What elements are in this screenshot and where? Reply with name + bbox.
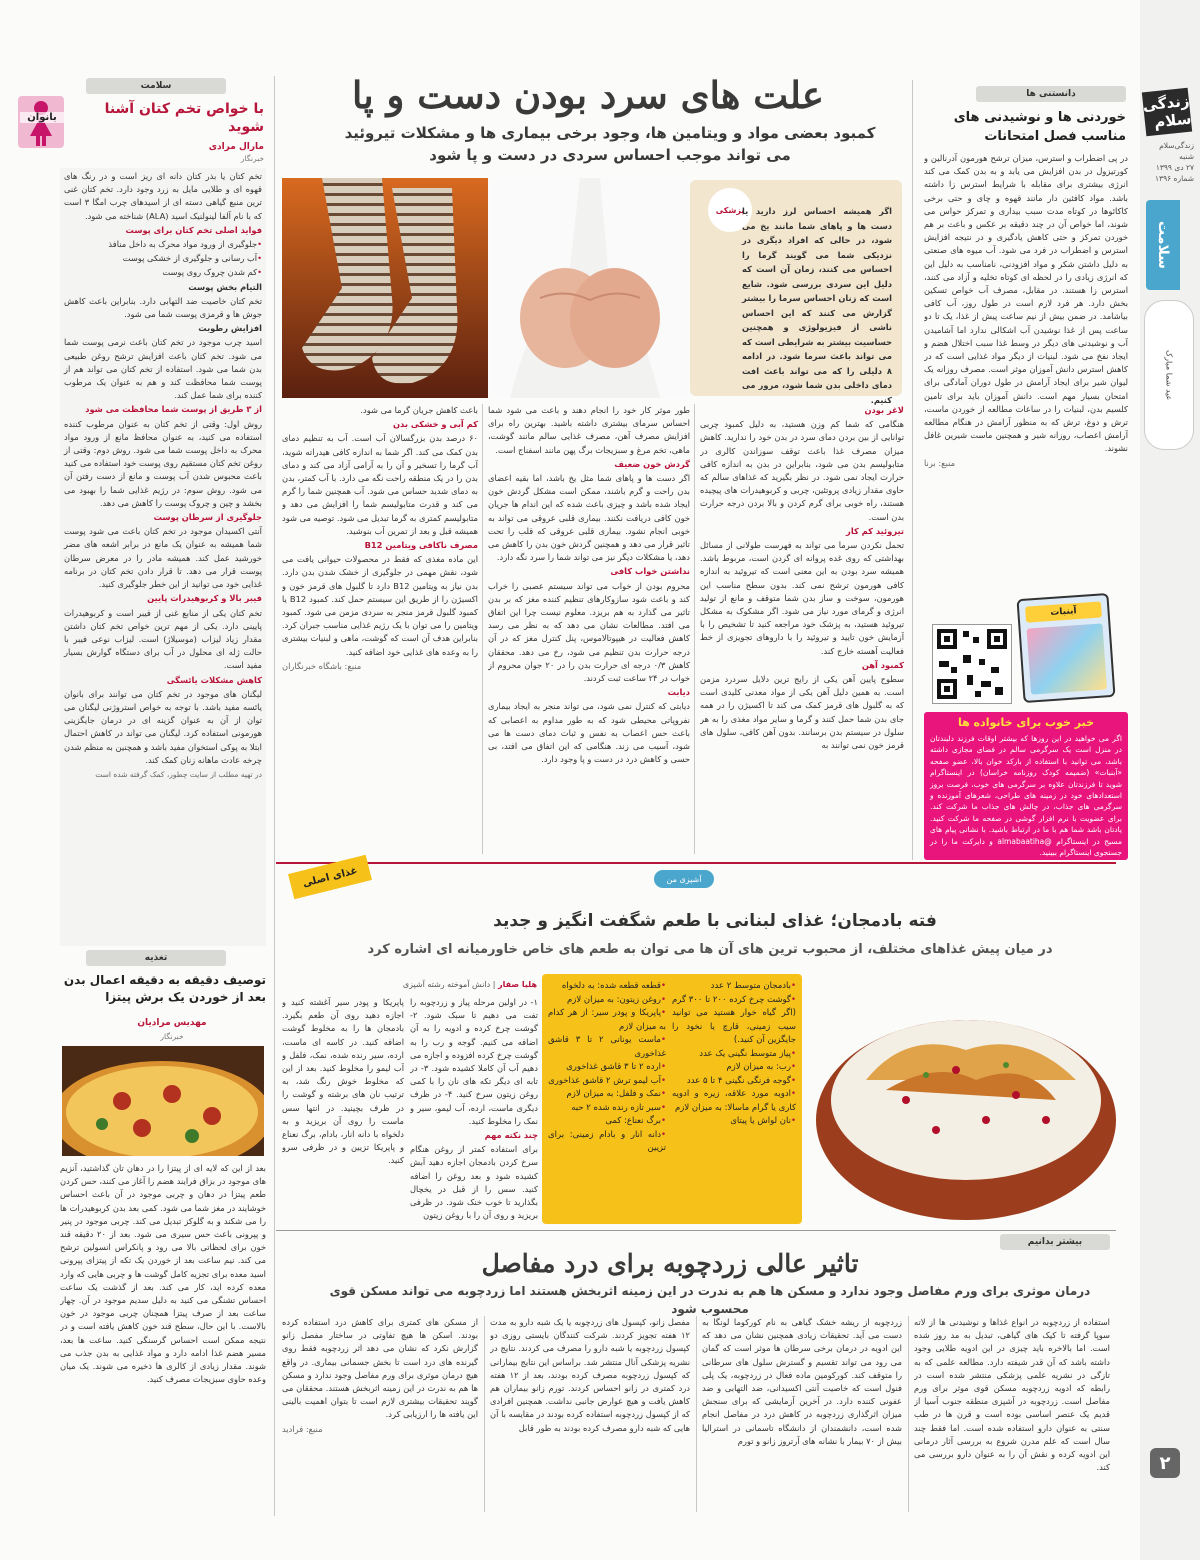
article-source: منبع: فرادید xyxy=(282,1423,323,1434)
paragraph: سطوح پایین آهن یکی از رایج ترین دلایل سردرد مزمن است. به همین دلیل آهن یکی از مواد معدنی کلیدی است که به گلبول های قرمز کمک می کند تا اکسیژن را در همه جای بدن شما حمل کنند و گرما و سایر مواد مغذی را به هر سلول در سیستم بدن برسانند. بدون آهن کافی، سلول های قرمز خون نمی توانند به xyxy=(700,674,904,751)
paragraph: باعث کاهش جریان گرما می شود. xyxy=(360,405,478,415)
article-column xyxy=(488,404,690,856)
list-item: • آب رسانی و جلوگیری از خشکی پوست xyxy=(64,252,262,265)
recipe-byline: هلیا صفار | دانش آموخته رشته آشپزی xyxy=(402,980,537,989)
author-role: خبرنگار xyxy=(160,1032,184,1041)
paragraph: این ماده مغذی که فقط در محصولات حیوانی یافت می شود، نقش مهمی در جلوگیری از خشک شدن بدن دارد. بدن نیاز به ویتامین B12 دارد تا گلبول های قرمز خون و اکسیژن را از طریق این سیستم حمل کند. کمبود B12 یا کمبود گلبول قرمز منجر به سردی مزمن می شود. کمبود ویتامین را می توان با یک رژیم غذایی مناسب جبران کرد. بنابراین هدف آن است که گوشت، ماهی و لبنیات بیشتری را به وعده های غذایی خود اضافه کنید. xyxy=(282,554,478,657)
article-column xyxy=(490,1316,690,1512)
ingredient-item: • پاپریکا و پودر سیر: از هر کدام به میزان لازم xyxy=(548,1007,666,1034)
article-subtitle: درمان موثری برای ورم مفاصل وجود ندارد و مسکن ها هم به ندرت در این زمینه اثربخش هستند اما زردچوبه می تواند مسکن قوی محسوب شود xyxy=(329,1284,1091,1316)
paragraph: ۱- در اولین مرحله پیاز و زردچوبه را تفت می دهیم تا سبک شود. ۲- گوشت چرخ کرده و ادویه را به آن اضافه می کنیم. گوجه و رب را به گوشت چرخ کرده افزوده و اجازه می دهیم آب آن کاملا کشیده شود. ۳- در تابه ای دیگر تکه های نان را با کمی روغن زیتون سرخ کنید. ۴- در ظرف دیگری ماست، ارده، آب لیمو، سیر و نمک را مخلوط کنید. xyxy=(410,997,538,1126)
paragraph: اگر دست ها و پاهای شما مثل یخ باشد، اما بقیه اعضای بدن راحت و گرم باشند، ممکن است مشکل گردش خون ایجاد شده باشد و چیزی باعث شده که این اندام ها جریان خون کافی دریافت نکنند. بیماری قلبی عروقی می تواند به خوبی انجام نشود. بیماری قلبی عروقی که قلب را تحت تاثیر قرار می دهد و همچنین گردش خون بدن را کاهش می دهد، یا مشکلات دیگر نیز می تواند شما را سرد نگه دارد. xyxy=(488,473,690,563)
ingredient-item: • گوجه فرنگی نگینی ۴ تا ۵ عدد xyxy=(672,1075,796,1089)
author-role: خبرنگار xyxy=(240,154,264,163)
author-name: هلیا صفار xyxy=(498,980,537,989)
logo-text: زندگی سلام xyxy=(1141,91,1193,132)
author-role: دانش آموخته رشته آشپزی xyxy=(402,980,491,989)
ingredient-item: • سیر تازه رنده شده ۲ حبه xyxy=(548,1102,666,1116)
section-tab: سلامت xyxy=(1146,200,1180,290)
ingredients-list xyxy=(548,980,666,1218)
section-heading: دیابت xyxy=(667,687,690,698)
promo-title: خبر خوب برای خانواده ها xyxy=(957,716,1095,729)
list-item: • جلوگیری از ورود مواد محرک به داخل منافذ xyxy=(64,238,262,251)
promo-box xyxy=(924,712,1128,860)
paragraph: تخم کتان یکی از منابع غنی از فیبر است و کربوهیدرات پایینی دارد. یکی از مهم ترین خواص تخم کتان داشتن مقدار زیاد لیزاب (موسیلاژ) است. لیزاب نوعی فیبر با حالت ژله ای محلول در آب برای دستگاه گوارش بسیار مفید است. xyxy=(64,607,262,671)
socks-photo xyxy=(282,178,488,398)
meta-line: زندگی‌سلام xyxy=(1159,141,1194,150)
section-heading: افزایش رطوبت xyxy=(198,323,262,334)
ingredients-list xyxy=(672,980,796,1218)
paragraph: از مسکن های کمتری برای کاهش درد استفاده کرده بودند. اسکن ها هیچ تفاوتی در ساختار مفصل زانو گزارش نکرد که نشان می دهد اثر زردچوبه فقط روی گیرنده های درد است تا بخش جسمانی بیماری. در واقع هیچ درمان موثری برای ورم مفاصل وجود ندارد و مسکن ها هم به ندرت در این زمینه اثربخش هستند. محققان می گویند تحقیقات بیشتری لازم است تا بتوان اهمیت بالینی این یافته ها را ارزیابی کرد. xyxy=(282,1317,478,1420)
ingredient-item: • قطعه قطعه شده: به دلخواه xyxy=(548,980,666,994)
article-title: با خواص تخم کتان آشنا شوید xyxy=(104,101,264,135)
article-body xyxy=(924,152,1128,564)
paragraph: زردچوبه از ریشه خشک گیاهی به نام کورکوما لونگا به دست می آید. تحقیقات زیادی همچنین نشان می دهد که این ادویه در درمان برخی سرطان ها موثر است که گمان می رود می تواند تقسیم و گسترش سلول های سرطانی را متوقف کند. کورکومین ماده فعال در زردچوبه، یک پلی فنول است که خاصیت آنتی اکسیدانی، ضد التهابی و ضد عفونی کننده دارد. در آخرین آزمایشی که برای سنجش میزان اثرگذاری زردچوبه در کاهش درد در مفاصل انجام شده است، دانشمندان از دانشگاه تاسمانی در استرالیا بیش از ۷۰ بیمار با نشانه های آرتروز زانو و تورم xyxy=(702,1317,902,1446)
mask-image xyxy=(1144,300,1194,450)
article-title: توصیف دقیقه به دقیقه اعمال بدن بعد از خوردن یک برش پیتزا xyxy=(63,973,266,1004)
article-column xyxy=(700,404,904,856)
ingredient-item: • گوشت چرخ کرده ۲۰۰ تا ۳۰۰ گرم (اگر گیاه خوار هستید می توانید سیب زمینی، قارچ یا نخود را جایگزین آن کنید.) xyxy=(672,994,796,1048)
section-heading: کمبود آهن xyxy=(861,659,904,670)
section-heading: التیام بخش پوست xyxy=(188,281,262,292)
recipe-steps xyxy=(410,996,538,1220)
ingredients-box xyxy=(542,974,802,1224)
recipe-subtitle: در میان پیش غذاهای مختلف، از محبوب ترین های آن ها می توان به طعم های خاص خاورمیانه ای اشاره کرد xyxy=(367,942,1053,957)
phone-app-image xyxy=(1016,593,1115,703)
fatteh-photo xyxy=(806,970,1116,1228)
callout-text: اگر همیشه احساس لرز دارید یا دست ها و پاهای شما مانند یخ می شود، در حالی که افراد دیگری در نزدیکی شما می گویند گرما را احساس می کنند، زمان آن است که دلیل این سردی بررسی شود. شایع است که زنان احساس سرما را بیشتر گزارش می کنند که این احساس ناشی از فیزیولوژی و همچنین حساسیت بیشتر به شرایطی است که می تواند باعث سرما شود. در ادامه ۸ دلیلی را که می تواند باعث افت دمای داخلی بدن شما شود، مرور می کنیم. xyxy=(742,206,892,405)
section-label: بیشتر بدانیم xyxy=(1000,1234,1110,1250)
section-heading: از ۳ طریق از پوست شما محافظت می شود xyxy=(85,404,262,415)
subhead-line: می تواند موجب احساس سردی در دست و پا شود xyxy=(429,146,791,164)
article-headline: تاثیر عالی زردچوبه برای درد مفاصل xyxy=(481,1249,859,1278)
main-subhead xyxy=(320,122,900,166)
page-number: ۲ xyxy=(1150,1448,1180,1478)
article-column xyxy=(282,404,478,856)
section-label: سلامت xyxy=(86,78,226,94)
article-body xyxy=(60,168,266,946)
ingredient-item: • رب: به میزان لازم xyxy=(672,1061,796,1075)
recipe-steps xyxy=(282,996,404,1220)
article-body xyxy=(60,1162,266,1512)
article-source: منبع: باشگاه خبرنگاران xyxy=(282,660,362,671)
promo-text: اگر می خواهید در این روزها که بیشتر اوقات فرزند دلبندتان در منزل است یک سرگرمی سالم در فضای مجازی داشته باشد، می توانید با استفاده از بارکد خوان بالا، عضو صفحه «آبنبات» (ضمیمه کودک روزنامه خراسان) در اینستاگرام شوید تا فرزندتان علاوه بر سرگرمی های خوب، فرصت بروز استعدادهای خود در زمینه های طراحی، شعرهای آموزنده و سرگرمی های جذاب، در چالش های جذاب ما شرکت کند. برای عضویت با نرم افزار گوشی در صفحه ما شرکت کنید. یادتان باشد شما هم با ما در ارتباط باشید. با نشانی پیام های مسیج در اینستاگرام @almabaatiha و دایرکت ما را در جستجوی اینستاگرام ببینید. xyxy=(930,734,1122,858)
ingredient-item: • نان لواش یا پیتای xyxy=(672,1115,796,1129)
paragraph: مفصل زانو، کپسول های زردچوبه یا یک شبه دارو به مدت ۱۲ هفته تجویز کردند. شرکت کنندگان بایستی روزی دو کپسول زردچوبه یا شبه دارو را مصرف می کردند. نتایج در نشریه پزشکی آنال منتشر شد. براساس این نتایج بیمارانی که کپسول زردچوبه مصرف کرده بودند، بعد از ۱۲ هفته درد کمتری در زانو احساس کردند. تورم زانو بیماران هم کاهش یافت و هیچ عوارض جانبی نداشت. همچنین افرادی که از کپسول زردچوبه استفاده کرده بودند در مقایسه با آن هایی که شبه دارو مصرف کرده بودند به طور قابل xyxy=(490,1317,690,1433)
meta-line: شنبه xyxy=(1179,152,1194,161)
article-column xyxy=(282,1316,478,1512)
category-badge: پزشکی xyxy=(708,188,752,232)
mask-text: عید شما مبارک xyxy=(1164,349,1174,401)
section-heading: فیبر بالا و کربوهیدرات پایین xyxy=(147,593,262,604)
section-heading: فواید اصلی تخم کتان برای پوست xyxy=(125,224,262,235)
section-heading: تیروئید کم کار xyxy=(846,525,904,536)
ingredient-item: • پیاز متوسط نگینی یک عدد xyxy=(672,1048,796,1062)
paragraph: اسید چرب موجود در تخم کتان باعث نرمی پوست شما می شود. تخم کتان باعث افزایش ترشح روغن طبیعی بدن شما می شود. استفاده از تخم کتان می تواند هم از پوست شما محافظت کند و هم به عنوان یک مرطوب کننده برای شما عمل کند. xyxy=(64,337,262,401)
paragraph: لیگنان های موجود در تخم کتان می توانند برای بانوان یائسه مفید باشد. با توجه به خواص استروژنی لیگنان می توان از آن به عنوان گزینه ای در درمان جایگزینی هورمونی استفاده کرد. لیگنان می تواند در کاهش احتمال ابتلا به پوکی استخوان مفید باشد و همچنین به منظم شدن چرخه عادت ماهانه زنان کمک کند. xyxy=(64,688,262,765)
section-heading: مصرف ناکافی ویتامین B12 xyxy=(364,540,478,551)
article-title: خوردنی ها و نوشیدنی های مناسب فصل امتحانات xyxy=(953,110,1126,144)
qr-code-icon xyxy=(932,624,1012,704)
paragraph: هنگامی که شما کم وزن هستید، به دلیل کمبود چربی توانایی از بین بردن دمای سرد در بدن خود را ندارید. کاهش میزان مصرف غذا باعث توقف سوزاندن کالری در متابولیسم بدن می شود، بنابراین در بدن به اندازه کافی حرارت ایجاد نمی شود. در نظر بگیرید که غذاهای سالم که حاوی مقدار زیادی پروتئین، چربی و کربوهیدرات های پیچیده هستند، راه خوبی برای گرم کردن و بالا بردن درجه حرارت بدن است. xyxy=(700,419,904,522)
article-source: در تهیه مطلب از سایت چطور، کمک گرفته شده است xyxy=(95,769,262,779)
women-label: بانوان xyxy=(20,112,64,123)
section-label: تغذیه xyxy=(86,950,226,966)
main-headline: علت های سرد بودن دست و پا xyxy=(352,73,824,117)
ingredient-item: • ادویه مورد علاقه، زیره و ادویه کاری یا گرام ماسالا: به میزان لازم xyxy=(672,1088,796,1115)
promo-graphic xyxy=(928,596,1118,706)
hands-photo xyxy=(490,178,688,398)
subhead-line: کمبود بعضی مواد و ویتامین ها، وجود برخی بیماری ها و مشکلات تیروئید xyxy=(344,124,876,142)
ingredient-item: • روغن زیتون: به میزان لازم xyxy=(548,994,666,1008)
paragraph: طور موثر کار خود را انجام دهند و باعث می شود شما احساس سرمای بیشتری داشته باشید. بهترین راه برای افزایش مصرف آهن، مصرف غذایی سالم مانند گوشت، ماهی، تخم مرغ و سبزیجات برگ پهن مانند اسفناج است. xyxy=(488,405,690,455)
ingredient-item: • بادمجان متوسط ۲ عدد xyxy=(672,980,796,994)
author-name: مهدیس مرادیان xyxy=(137,1018,207,1028)
paragraph: استفاده از زردچوبه در انواع غذاها و نوشیدنی ها از لاته سوپا گرفته تا کیک های گیاهی، تبدیل به مد روز شده است. اما بالاخره باید چیزی در این ادویه طلایی وجود داشته باشد که آن قدر شیفته دارد. مطالعه علمی که به تازگی در نشریه علمی پزشکی منتشر شده است در رابطه که ادویه زردچوبه مسکن قوی موثر برای ورم مفاصل است. زردچوبه در آشپزی منطقه جنوب آسیا از قدیم یک عنصر اساسی بوده است و قرن ها در طب سنتی به عنوان دارو استفاده شده است. اما فقط چند سال است که علم مدرن شروع به بررسی آثار درمانی این ادویه کرده و نقش آن را به عنوان دارو بررسی می کند. xyxy=(914,1317,1110,1473)
paragraph: تحمل نکردن سرما می تواند به فهرست طولانی از مسائل بهداشتی که روی غده پروانه ای گردن است، مربوط باشد. همیشه سرد بودن به این معنی است که تیروئید به اندازه کافی هورمون ترشح نمی کند. بدون سطح مناسب این هورمون، سوخت و ساز بدن شما متوقف و مانع از تولید انرژی و گرمای مورد نیاز می شود. اگر مشکوک به مشکل تیروئید هستید، به پزشک خود مراجعه کنید تا تشخیص را با آزمایش خون تایید و تیروئید را با داروهای تجویزی از خط فعالیت آهسته خارج کند. xyxy=(700,540,904,656)
recipe-title: فته بادمجان؛ غذای لبنانی با طعم شگفت انگیز و جدید xyxy=(493,911,937,931)
ingredient-item: • دانه انار و بادام زمینی: برای تزیین xyxy=(548,1129,666,1156)
article-source: منبع: برنا xyxy=(924,457,956,468)
article-callout xyxy=(690,180,902,405)
ingredient-item: • آب لیمو ترش ۲ قاشق غذاخوری xyxy=(548,1075,666,1089)
paragraph: روش اول: وقتی از تخم کتان به عنوان مرطوب کننده استفاده می کنید، به عنوان محافظ مانع از ورود مواد محرک به داخل پوست شما می شود. روش دوم: وقتی از روغن تخم کتان مستقیم روی پوست خود استفاده می کنید باعث محبوس شدن آب پوست و مانع از دست رفتن آن می شود. روش سوم: در رژیم غذایی شما را بهبود می بخشد و چین و چروک پوست را کاهش می دهد. xyxy=(64,418,262,508)
paragraph: بعد از این که لایه ای از پیتزا را در دهان تان گذاشتید، آنزیم های موجود در بزاق فرایند هضم را آغاز می کنند، حس کردن طعم پیتزا در دهان و چربی موجود در آن باعث احساس خوشایند در مغز شما می شود. کمی بعد بدن کربوهیدرات ها را می شکند و به گلوکز تبدیل می کند. چربی موجود در پنیر و پپرونی باعث حس سیری می شود. بعد از ۲۰ دقیقه قند خون برای لحظاتی بالا می رود و پانکراس انسولین ترشح می کند. نیم ساعت بعد از خوردن یک تکه از پیتزای پپرونی اسید معده برای تجزیه کامل گوشت ها و چربی هایی که وارد معده کرده اید، کار می کند. بعد از گذشت یک ساعت احساس تشنگی می کنید به دلیل سدیم موجود در آن. چهار ساعت بعد از صرف پیتزا همچنان چربی موجود در خون بالاست. با این حال، سطح قند خون کاهش یافته است و در نتیجه ممکن است احساس گرسنگی کنید. ساعت ها بعد، مسیر هضم غذا ادامه دارد و مواد غذایی به بدن جذب می شوند. مقدار زیادی از کالری ها ذخیره می شوند. یک میان وعده حاوی سبزیجات مصرف کنید. xyxy=(60,1163,266,1385)
list-item: • کم شدن چروک روی پوست xyxy=(64,266,262,279)
section-tag: آشپزی من xyxy=(654,870,714,888)
recipe-tab: غذای اصلی xyxy=(288,855,372,900)
issue-meta xyxy=(1142,140,1194,184)
section-heading: کم آبی و خشکی بدن xyxy=(392,419,478,430)
paragraph: تخم کتان یا بذر کتان دانه ای ریز است و در رنگ های قهوه ای و طلایی مایل به زرد وجود دارد. تخم کتان غنی ترین منبع گیاهی دسته ای از اسیدهای چرب امگا ۳ است که با نام آلفا لینولنیک اسید (ALA) شناخته می شود. xyxy=(64,171,262,221)
newspaper-logo xyxy=(1142,88,1192,137)
meta-line: ۲۷ دی ۱۳۹۹ xyxy=(1155,163,1194,172)
section-heading: جلوگیری از سرطان پوست xyxy=(153,512,262,523)
ingredient-item: • ارده ۲ تا ۳ قاشق غذاخوری xyxy=(548,1061,666,1075)
pizza-photo xyxy=(62,1046,264,1156)
section-heading: چند نکته مهم xyxy=(484,1130,538,1141)
app-label: آبنبات xyxy=(1025,601,1102,622)
section-heading: لاغر بودن xyxy=(864,405,904,415)
meta-line: شماره ۱۳۹۶ xyxy=(1155,174,1194,183)
paragraph: محروم بودن از خواب می تواند سیستم عصبی را خراب کند و باعث شود سازوکارهای تنظیم کننده مغز که بر بدن تاثیر می گذارد به هم بریزد. معلوم نیست چرا این اتفاق می افتد. مطالعات نشان می دهد که به نظر می رسد کاهش فعالیت در هیپوتالاموس، پنل کنترل مغز که در آن درجه حرارت بدن تنظیم می شود، رخ می دهد. محققان کاهش ۰/۳ درجه ای حرارت بدن را در ۲۰ جوان محروم از خواب در ۲۴ ساعت ثبت کردند. xyxy=(488,580,690,684)
section-label: دانستنی ها xyxy=(976,86,1126,102)
article-column xyxy=(702,1316,902,1512)
paragraph: ۶۰ درصد بدن بزرگسالان آب است. آب به تنظیم دمای بدن کمک می کند. اگر شما به اندازه کافی هیدراته شوید، آب گرما را تسخیر و آن را به آرامی آزاد می کند و دمای بدن را در یک منطقه راحت نگه می دارد. با آب کمتر، بدن به دمای شدید حساس می شود. آب همچنین شما را گرم می کند و قدرت متابولیسم شما را افزایش می دهد و متابولیسم کمتری به گرما تبدیل می شود. توصیه می شود همیشه قبل و بعد از تمرین آب بنوشید. xyxy=(282,433,478,536)
article-column xyxy=(914,1316,1110,1512)
paragraph: تخم کتان خاصیت ضد التهابی دارد. بنابراین باعث کاهش جوش ها و قرمزی پوست شما می شود. xyxy=(64,295,262,320)
body-text: در پی اضطراب و استرس، میزان ترشح هورمون آدرنالین و کورتیزول در بدن افزایش می یابد و به بدن کمک می کند انرژی بیشتری برای مقابله با شرایط استرس زا داشته باشد. مواد کافئین دار مانند قهوه و چای و حتی برخی کاکائوها در کوتاه مدت سبب بیداری و تمرکز حواس می شوند، اما خواص آن در چند دقیقه بر عکس و باعث بر هم خوردن تمرکز و حتی کاهش یادگیری و در نتیجه افزایش استرس و اضطراب در فرد می شود. آب میوه های صنعتی به دلیل داشتن شکر و مواد افزودنی، نامناسب به دلیل این که انرژی زیادی را در لحظه ای کوتاه تخلیه و آزاد می کنند، استرس زا هستند. در مقابل، مصرف آب خواص تسکین بخش دارد. هر فرد لازم است در طول روز، آب کافی بیاشامد. در ضمن بیش از نیم ساعت پیش از غذا، یک تا دو ساعت پس از غذا نوشیدن آب اشکالی ندارد اما آشامیدن آب و نوشیدنی های دیگر در وسط غذا سبب اختلال هضم و ایجاد نفخ می شود. لبنیات از دیگر مواد غذایی است که در کاهش استرس دانش آموزان موثر است. مصرف روزانه یک لیوان شیر برای ایجاد آرامش در طول دوران آمادگی برای امتحان بسیار مهم است. دانش آموزان باید برای تامین کلسیم بدن، لبنیات را در ساعات مطالعه از خوردن ماست، ترش و دوغ، ترش که به منظور آرامش در هنگام مطالعه آرامش اعصاب، روزانه شیر و همچنین ماست شیرین غافل نشوند. xyxy=(924,153,1128,454)
section-heading: کاهش مشکلات یائسگی xyxy=(166,674,262,685)
paragraph: برای استفاده کمتر از روغن هنگام سرخ کردن بادمجان اجازه دهید آبش کشیده شود و بعد روغن را اضافه کنید. سس را از قبل در یخچال بگذارید تا خوب خنک شود. در ظرفی بریزید و روی آن را با روغن زیتون xyxy=(410,1144,538,1220)
ingredient-item: • نمک و فلفل: به میزان لازم xyxy=(548,1088,666,1102)
paragraph: آنتی اکسیدان موجود در تخم کتان باعث می شود پوست شما همیشه به عنوان یک مانع در برابر اشعه های مضر خورشید عمل کند. همیشه مادر را در معرض سرطان پوست قرار می دهد. تا قرار دادن تخم کتان در برنامه غذایی خود می توانید از این خطر جلوگیری کنید. xyxy=(64,526,262,590)
ingredient-item: • برگ نعناع: کمی xyxy=(548,1115,666,1129)
paragraph: دیابتی که کنترل نمی شود، می تواند منجر به ایجاد بیماری نفروپاتی محیطی شود که به طور مداوم به اعصابی که باعث حس اعصاب به نفس و ثبات دمای دست ها می شود، آسیب می زند. هنگامی که این اتفاق می افتد، بی حسی و کاهش درد در دست و پا وجود دارد. xyxy=(488,701,690,765)
section-heading: نداشتن خواب کافی xyxy=(610,566,690,577)
section-heading: گردش خون ضعیف xyxy=(614,458,690,469)
author-name: مارال مرادی xyxy=(208,142,264,152)
ingredient-item: • ماست یونانی ۲ تا ۳ قاشق غذاخوری xyxy=(548,1034,666,1061)
paragraph: پاپریکا و پودر سیر آغشته کنید و اجازه دهید روی آن طعم بگیرد. بادمجان ها را به مخلوط گوشت اضافه کنید. در کاسه ای ماست، ارده، سیر رنده شده، نمک، فلفل و آب لیمو را مخلوط کنید. بعد از این که مخلوط خوش رنگ شد، به ترتیب نان های برشته و گوشت را در ظرف بچینید. در انتها سس ماست را روی آن بریزید و به دلخواه با دانه انار، بادام، برگ نعناع و پاپریکا تزیین و در ظرفی سرو کنید. xyxy=(282,997,404,1166)
